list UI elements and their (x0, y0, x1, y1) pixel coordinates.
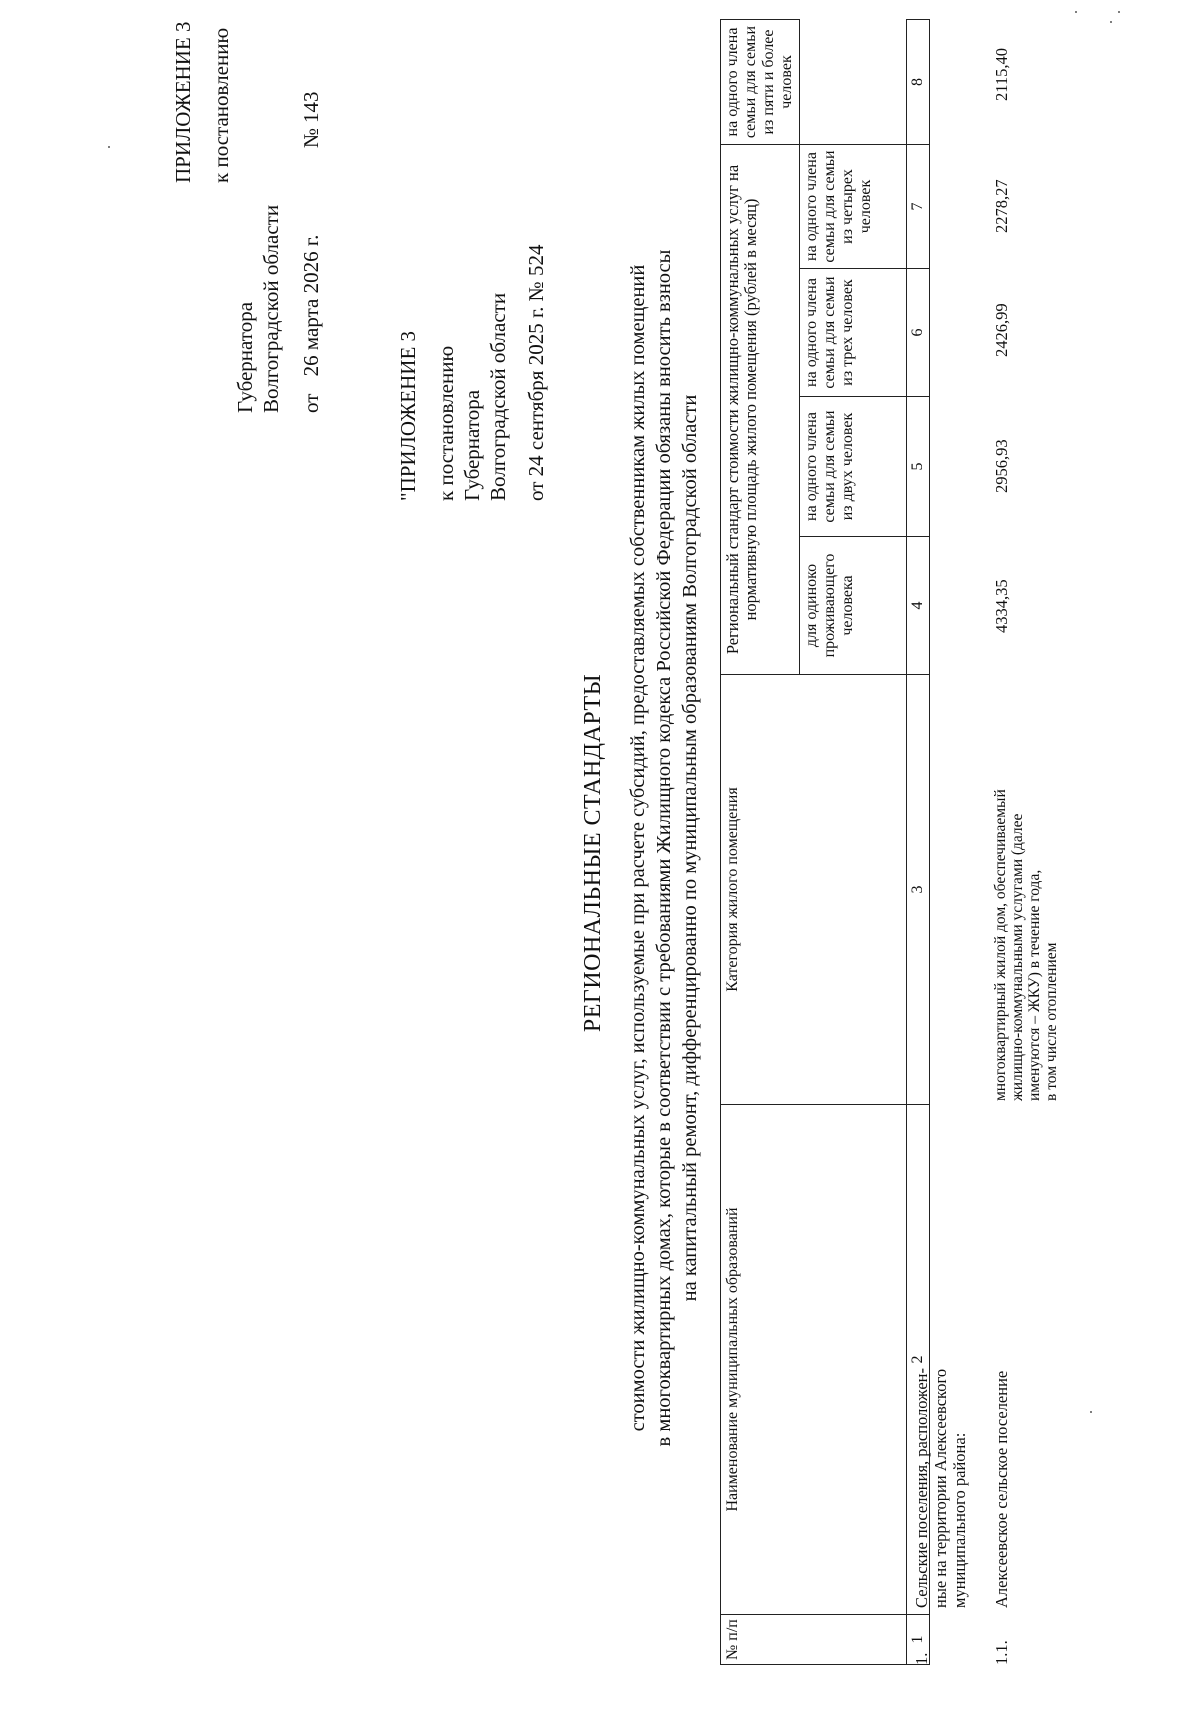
row-value-col5: 2956,93 (992, 439, 1011, 493)
appendix-date-prefix: от (299, 393, 323, 413)
previous-appendix-to-resolution: к постановлению (434, 345, 458, 501)
row-value-col6: 2426,99 (992, 303, 1011, 357)
header-municipality: Наименование муниципальных образований (721, 1105, 907, 1615)
appendix-title: ПРИЛОЖЕНИЕ 3 (171, 21, 195, 183)
column-number-4: 4 (907, 537, 930, 675)
row-category-line-4: в том числе отоплением (1043, 942, 1060, 1101)
column-number-8: 8 (907, 20, 930, 145)
row-value-col8: 2115,40 (992, 47, 1011, 101)
appendix-to-resolution: к постановлению (209, 27, 233, 183)
row-category-line-3: именуются – ЖКУ) в течение года, (1026, 869, 1043, 1101)
row-municipality: Алексеевское сельское поселение (992, 1370, 1011, 1608)
previous-appendix-governor: Губернатора (460, 389, 484, 501)
column-number-6: 6 (907, 269, 930, 397)
subtitle-line-3: на капитальный ремонт, дифференцированно по муниципальным образованиям Волгоградской области (679, 394, 701, 1302)
column-number-3: 3 (907, 675, 930, 1105)
section-heading-line-3: муниципального района: (950, 1432, 969, 1608)
row-value-col7: 2278,27 (992, 179, 1011, 233)
row-number: 1. (912, 1652, 931, 1665)
section-heading-line-2: ные на территории Алексеевского (931, 1368, 950, 1608)
row-number: 1.1. (992, 1640, 1011, 1665)
row-value-col4: 4334,35 (992, 579, 1011, 633)
appendix-region: Волгоградской области (259, 204, 283, 413)
appendix-block (170, 22, 234, 183)
appendix-governor: Губернатора (233, 301, 257, 413)
scan-speck (1090, 1411, 1092, 1413)
row-category (992, 681, 1060, 1101)
scan-speck (1075, 11, 1077, 13)
header-col5: на одного члена семьи для семьи из двух человек (800, 397, 907, 537)
column-number-2: 2 (907, 1105, 930, 1615)
header-col7: на одного члена семьи для семьи из четырех человек (800, 145, 907, 269)
header-col6: на одного члена семьи для семьи из трех человек (800, 269, 907, 397)
subtitle-line-2: в многоквартирных домах, которые в соответствии с требованиями Жилищного кодекса Российской Федерации обязаны вносить взносы (653, 249, 675, 1447)
header-col8: на одного члена семьи для семьи из пяти и более человек (721, 20, 800, 145)
document-subtitle (625, 223, 703, 1473)
section-heading-line-1: Сельские поселения, расположен- (912, 1368, 931, 1608)
column-number-1: 1 (907, 1615, 930, 1665)
header-col4: для одиноко проживающего человека (800, 537, 907, 675)
scan-speck (1118, 11, 1120, 13)
appendix-number-label: № (299, 127, 323, 148)
section-heading (912, 1188, 969, 1608)
previous-appendix-block (395, 71, 549, 501)
scan-speck (108, 146, 110, 148)
appendix-date-line (298, 0, 328, 413)
document-title: РЕГИОНАЛЬНЫЕ СТАНДАРТЫ (580, 673, 606, 1033)
standards-table (720, 19, 930, 1665)
appendix-number-handwritten: 143 (299, 91, 323, 123)
row-category-line-1: многоквартирный жилой дом, обеспечиваемый (992, 789, 1009, 1101)
subtitle-line-1: стоимости жилищно-коммунальных услуг, используемые при расчете субсидий, предоставляемых собственникам жилых помещений (627, 264, 649, 1432)
header-row-main (721, 20, 800, 1665)
header-standard-group: Региональный стандарт стоимости жилищно-коммунальных услуг на нормативную площадь жилого помещения (рублей в месяц) (721, 145, 800, 675)
appendix-date-handwritten: 26 марта 2026 г. (299, 234, 323, 377)
row-category-line-2: жилищно-коммунальными услугами (далее (1009, 813, 1026, 1101)
appendix-issuer (232, 0, 328, 413)
previous-appendix-region: Волгоградской области (486, 292, 510, 501)
previous-appendix-title: "ПРИЛОЖЕНИЕ 3 (396, 330, 420, 501)
scan-speck (1110, 21, 1112, 23)
header-category: Категория жилого помещения (721, 675, 907, 1105)
header-number: № п/п (721, 1615, 907, 1665)
column-number-7: 7 (907, 145, 930, 269)
previous-appendix-date-line: от 24 сентября 2025 г. № 524 (524, 244, 548, 501)
column-number-5: 5 (907, 397, 930, 537)
